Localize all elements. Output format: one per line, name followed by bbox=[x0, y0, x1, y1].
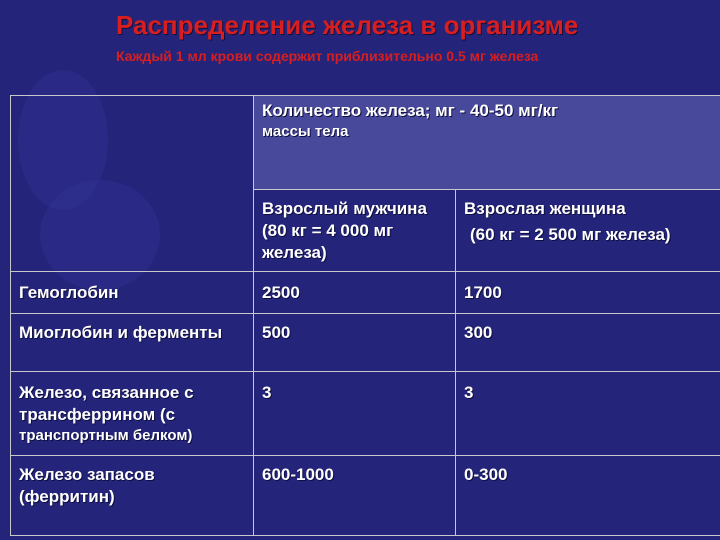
cell-female: 1700 bbox=[456, 272, 720, 314]
cell-male: 500 bbox=[254, 314, 456, 372]
cell-female: 3 bbox=[456, 372, 720, 456]
cell-male: 2500 bbox=[254, 272, 456, 314]
row-label bbox=[11, 372, 254, 456]
cell-male: 3 bbox=[254, 372, 456, 456]
table-row bbox=[11, 456, 720, 536]
cell-female: 300 bbox=[456, 314, 720, 372]
header-iron-amount-line1: Количество железа; мг - 40-50 мг/кг bbox=[262, 101, 559, 120]
header-adult-female-line1: Взрослая женщина bbox=[464, 199, 626, 218]
table-corner-cell bbox=[11, 96, 254, 272]
row-label-main: Железо, связанное с трансферрином (с bbox=[19, 383, 194, 424]
table-row bbox=[11, 372, 720, 456]
iron-distribution-table bbox=[10, 95, 720, 536]
header-adult-female-line2: (60 кг = 2 500 мг железа) bbox=[470, 225, 671, 244]
slide-subtitle: Каждый 1 мл крови содержит приблизительно 0.5 мг железа bbox=[116, 48, 539, 64]
table-row bbox=[11, 272, 720, 314]
cell-male: 600-1000 bbox=[254, 456, 456, 536]
row-label: Миоглобин и ферменты bbox=[11, 314, 254, 372]
header-adult-female bbox=[456, 190, 720, 272]
header-iron-amount bbox=[254, 96, 720, 190]
slide-title: Распределение железа в организме bbox=[116, 10, 579, 40]
row-label: Железо запасов (ферритин) bbox=[11, 456, 254, 536]
table-row bbox=[11, 314, 720, 372]
row-label: Гемоглобин bbox=[11, 272, 254, 314]
header-iron-amount-line2: массы тела bbox=[262, 123, 349, 140]
row-label-small: транспортным белком) bbox=[19, 427, 193, 444]
cell-female: 0-300 bbox=[456, 456, 720, 536]
header-adult-male: Взрослый мужчина (80 кг = 4 000 мг железа) bbox=[254, 190, 456, 272]
